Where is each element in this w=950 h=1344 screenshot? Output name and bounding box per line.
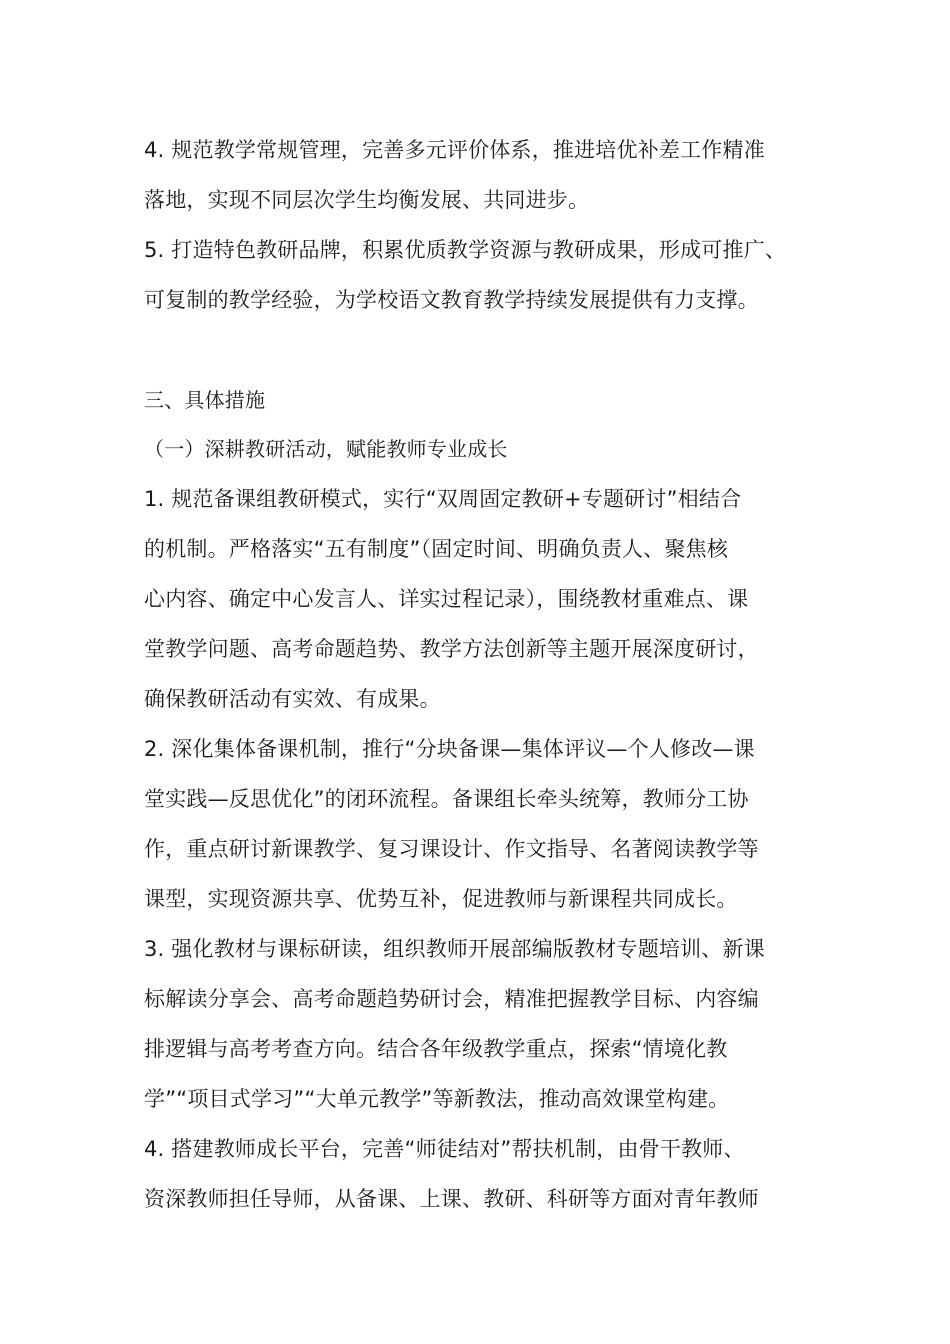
text-line: 1. 规范备课组教研模式，实行“双周固定教研+专题研讨”相结合	[144, 487, 742, 511]
text-line: 标解读分享会、高考命题趋势研讨会，精准把握教学目标、内容编	[144, 987, 759, 1011]
text-line: 确保教研活动有实效、有成果。	[144, 687, 441, 711]
section-heading: 三、具体措施	[144, 388, 266, 412]
text-line: 作，重点研讨新课教学、复习课设计、作文指导、名著阅读教学等	[144, 837, 759, 861]
text-line: 资深教师担任导师，从备课、上课、教研、科研等方面对青年教师	[144, 1187, 759, 1211]
text-line: 4. 规范教学常规管理，完善多元评价体系，推进培优补差工作精准	[144, 138, 765, 162]
text-line: 3. 强化教材与课标研读，组织教师开展部编版教材专题培训、新课	[144, 937, 765, 961]
text-line: 4. 搭建教师成长平台，完善“师徒结对”帮扶机制，由骨干教师、	[144, 1137, 745, 1161]
text-line: 排逻辑与高考考查方向。结合各年级教学重点，探索“情境化教	[144, 1037, 728, 1061]
subsection-heading: （一）深耕教研活动，赋能教师专业成长	[144, 437, 508, 461]
text-line: 堂实践—反思优化”的闭环流程。备课组长牵头统筹，教师分工协	[144, 787, 749, 811]
text-line: 5. 打造特色教研品牌，积累优质教学资源与教研成果，形成可推广、	[144, 238, 787, 262]
text-line: 2. 深化集体备课机制，推行“分块备课—集体评议—个人修改—课	[144, 737, 755, 761]
text-line: 堂教学问题、高考命题趋势、教学方法创新等主题开展深度研讨，	[144, 637, 759, 661]
text-line: 可复制的教学经验，为学校语文教育教学持续发展提供有力支撑。	[144, 288, 759, 312]
text-line: 心内容、确定中心发言人、详实过程记录），围绕教材重难点、课	[144, 587, 749, 611]
text-line: 的机制。严格落实“五有制度”（固定时间、明确负责人、聚焦核	[144, 537, 729, 561]
text-line: 学”“项目式学习”“大单元教学”等新教法，推动高效课堂构建。	[144, 1087, 730, 1111]
text-line: 课型，实现资源共享、优势互补，促进教师与新课程共同成长。	[144, 887, 738, 911]
text-line: 落地，实现不同层次学生均衡发展、共同进步。	[144, 188, 590, 212]
